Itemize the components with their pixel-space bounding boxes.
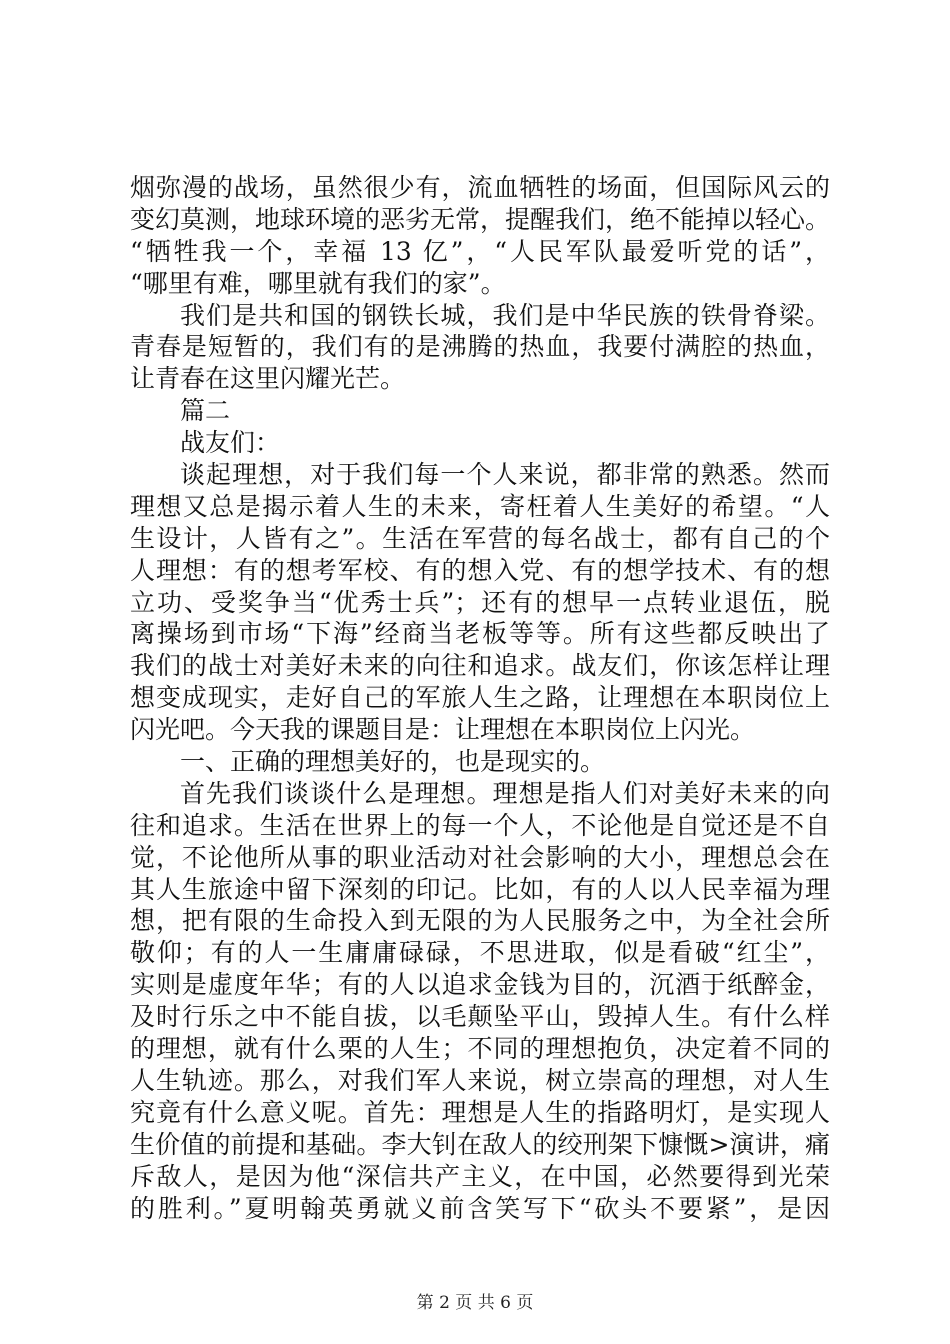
text-line: 战友们： bbox=[180, 428, 281, 458]
text-line: 我们的战士对美好未来的向往和追求。战友们，你该怎样让理 bbox=[130, 651, 830, 681]
text-line: 青春是短暂的，我们有的是沸腾的热血，我要付满腔的热血， bbox=[130, 332, 830, 362]
text-line: 生设计，人皆有之”。生活在军营的每名战士，都有自己的个 bbox=[130, 523, 830, 553]
text-line: 敬仰；有的人一生庸庸碌碌，不思进取，似是看破“红尘”， bbox=[130, 938, 830, 968]
text-line: 人理想：有的想考军校、有的想入党、有的想学技术、有的想 bbox=[130, 555, 830, 585]
text-line: 人生轨迹。那么，对我们军人来说，树立崇高的理想，对人生 bbox=[130, 1065, 830, 1095]
text-line: 的理想，就有什么栗的人生；不同的理想抱负，决定着不同的 bbox=[130, 1034, 830, 1064]
text-line: 烟弥漫的战场，虽然很少有，流血牺牲的场面，但国际风云的 bbox=[130, 173, 830, 202]
text-line: 我们是共和国的钢铁长城，我们是中华民族的铁骨脊梁。 bbox=[180, 300, 830, 330]
text-line: 斥敌人，是因为他“深信共产主义，在中国，必然要得到光荣 bbox=[130, 1161, 830, 1191]
text-line: 想变成现实，走好自己的军旅人生之路，让理想在本职岗位上 bbox=[130, 683, 830, 713]
text-line: 变幻莫测，地球环境的恶劣无常，提醒我们，绝不能掉以轻心。 bbox=[130, 204, 830, 234]
text-line: 谈起理想，对于我们每一个人来说，都非常的熟悉。然而 bbox=[180, 460, 830, 490]
text-line: 让青春在这里闪耀光芒。 bbox=[130, 364, 406, 394]
text-line: “哪里有难，哪里就有我们的家”。 bbox=[130, 268, 506, 298]
page-footer: 第 2 页 共 6 页 bbox=[416, 1293, 534, 1313]
text-line: 立功、受奖争当“优秀士兵”；还有的想早一点转业退伍，脱 bbox=[130, 587, 830, 617]
text-line: 往和追求。生活在世界上的每一个人，不论他是自觉还是不自 bbox=[130, 810, 830, 840]
text-line: 生价值的前提和基础。李大钊在敌人的绞刑架下慷慨>演讲，痛 bbox=[130, 1129, 830, 1159]
text-line: 究竟有什么意义呢。首先：理想是人生的指路明灯，是实现人 bbox=[130, 1097, 830, 1127]
text-line: 一、正确的理想美好的，也是现实的。 bbox=[180, 747, 606, 777]
text-line: 其人生旅途中留下深刻的印记。比如，有的人以人民幸福为理 bbox=[130, 874, 830, 904]
text-line: 首先我们谈谈什么是理想。理想是指人们对美好未来的向 bbox=[180, 778, 830, 808]
text-line: 及时行乐之中不能自拔，以毛颠坠平山，毁掉人生。有什么样 bbox=[130, 1002, 830, 1032]
text-line: 篇二 bbox=[180, 396, 231, 426]
text-line: 理想又总是揭示着人生的未来，寄枉着人生美好的希望。“人 bbox=[130, 491, 830, 521]
text-line: 的胜利。”夏明翰英勇就义前含笑写下“砍头不要紧”，是因 bbox=[130, 1193, 830, 1223]
text-line: 闪光吧。今天我的课题目是：让理想在本职岗位上闪光。 bbox=[130, 715, 756, 745]
body-text bbox=[130, 172, 830, 1224]
text-line: 觉，不论他所从事的职业活动对社会影响的大小，理想总会在 bbox=[130, 842, 830, 872]
text-line: “牺牲我一个，幸福 13 亿”，“人民军队最爱听党的话”， bbox=[130, 236, 830, 266]
text-line: 想，把有限的生命投入到无限的为人民服务之中，为全社会所 bbox=[130, 906, 830, 936]
text-line: 离操场到市场“下海”经商当老板等等。所有这些都反映出了 bbox=[130, 619, 830, 649]
text-line: 实则是虚度年华；有的人以追求金钱为目的，沉酒于纸醉金， bbox=[130, 970, 830, 1000]
